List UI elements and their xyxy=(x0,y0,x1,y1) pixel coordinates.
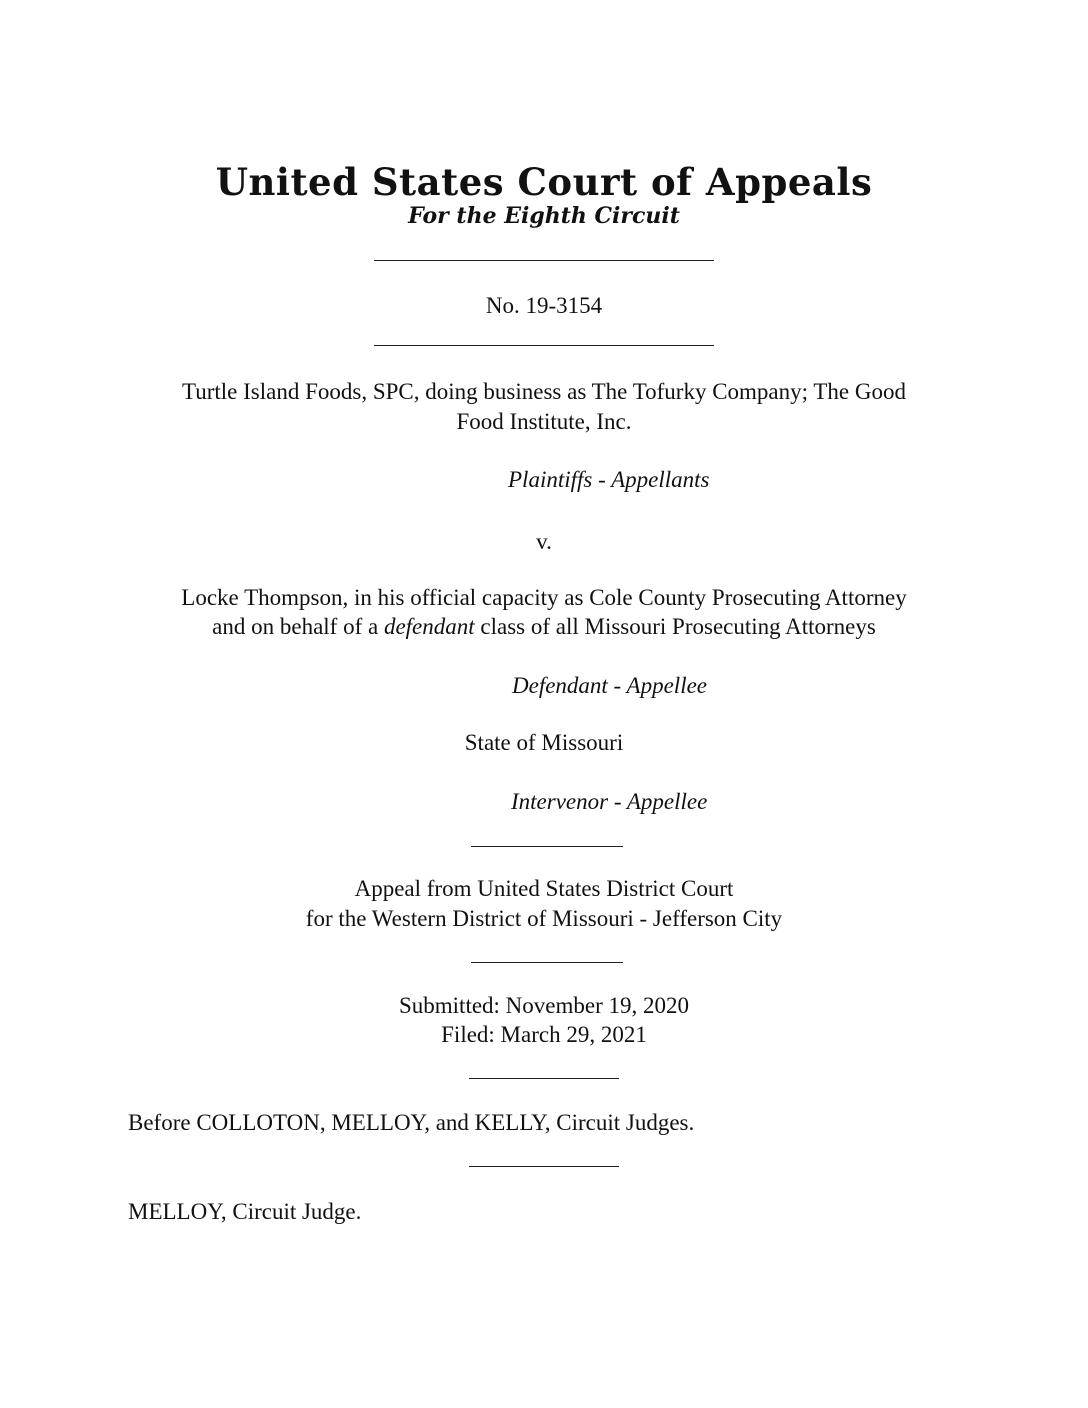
circuit-subtitle: For the Eighth Circuit xyxy=(408,203,680,229)
filed-date: Filed: March 29, 2021 xyxy=(441,1022,647,1047)
defendant-role: Defendant - Appellee xyxy=(512,673,708,698)
appeal-line-2: for the Western District of Missouri - Jefferson City xyxy=(305,906,783,931)
plaintiffs-role: Plaintiffs - Appellants xyxy=(508,467,710,492)
divider xyxy=(469,1166,619,1167)
defendant-line-2-italic: defendant xyxy=(383,614,475,639)
defendant-line-2-post: class of all Missouri Prosecuting Attorneys xyxy=(474,614,876,639)
defendant-line-2 xyxy=(0,614,1088,640)
panel-judges: Before COLLOTON, MELLOY, and KELLY, Circuit Judges. xyxy=(128,1110,695,1135)
defendant-line-1: Locke Thompson, in his official capacity as Cole County Prosecuting Attorney xyxy=(181,585,907,610)
versus: v. xyxy=(536,529,552,554)
case-number: No. 19-3154 xyxy=(485,293,603,318)
opinion-author: MELLOY, Circuit Judge. xyxy=(128,1199,362,1224)
court-title: United States Court of Appeals xyxy=(215,160,873,204)
intervenor-name: State of Missouri xyxy=(464,730,624,755)
intervenor-role: Intervenor - Appellee xyxy=(511,789,708,814)
appeal-line-1: Appeal from United States District Court xyxy=(354,876,734,901)
submitted-date: Submitted: November 19, 2020 xyxy=(398,993,690,1018)
plaintiffs-line-2: Food Institute, Inc. xyxy=(456,409,632,434)
divider xyxy=(471,846,623,847)
defendant-line-2-pre: and on behalf of a xyxy=(212,614,384,639)
divider xyxy=(374,345,714,346)
divider xyxy=(374,260,714,261)
divider xyxy=(471,962,623,963)
divider xyxy=(469,1078,619,1079)
plaintiffs-line-1: Turtle Island Foods, SPC, doing business as The Tofurky Company; The Good xyxy=(182,379,906,404)
